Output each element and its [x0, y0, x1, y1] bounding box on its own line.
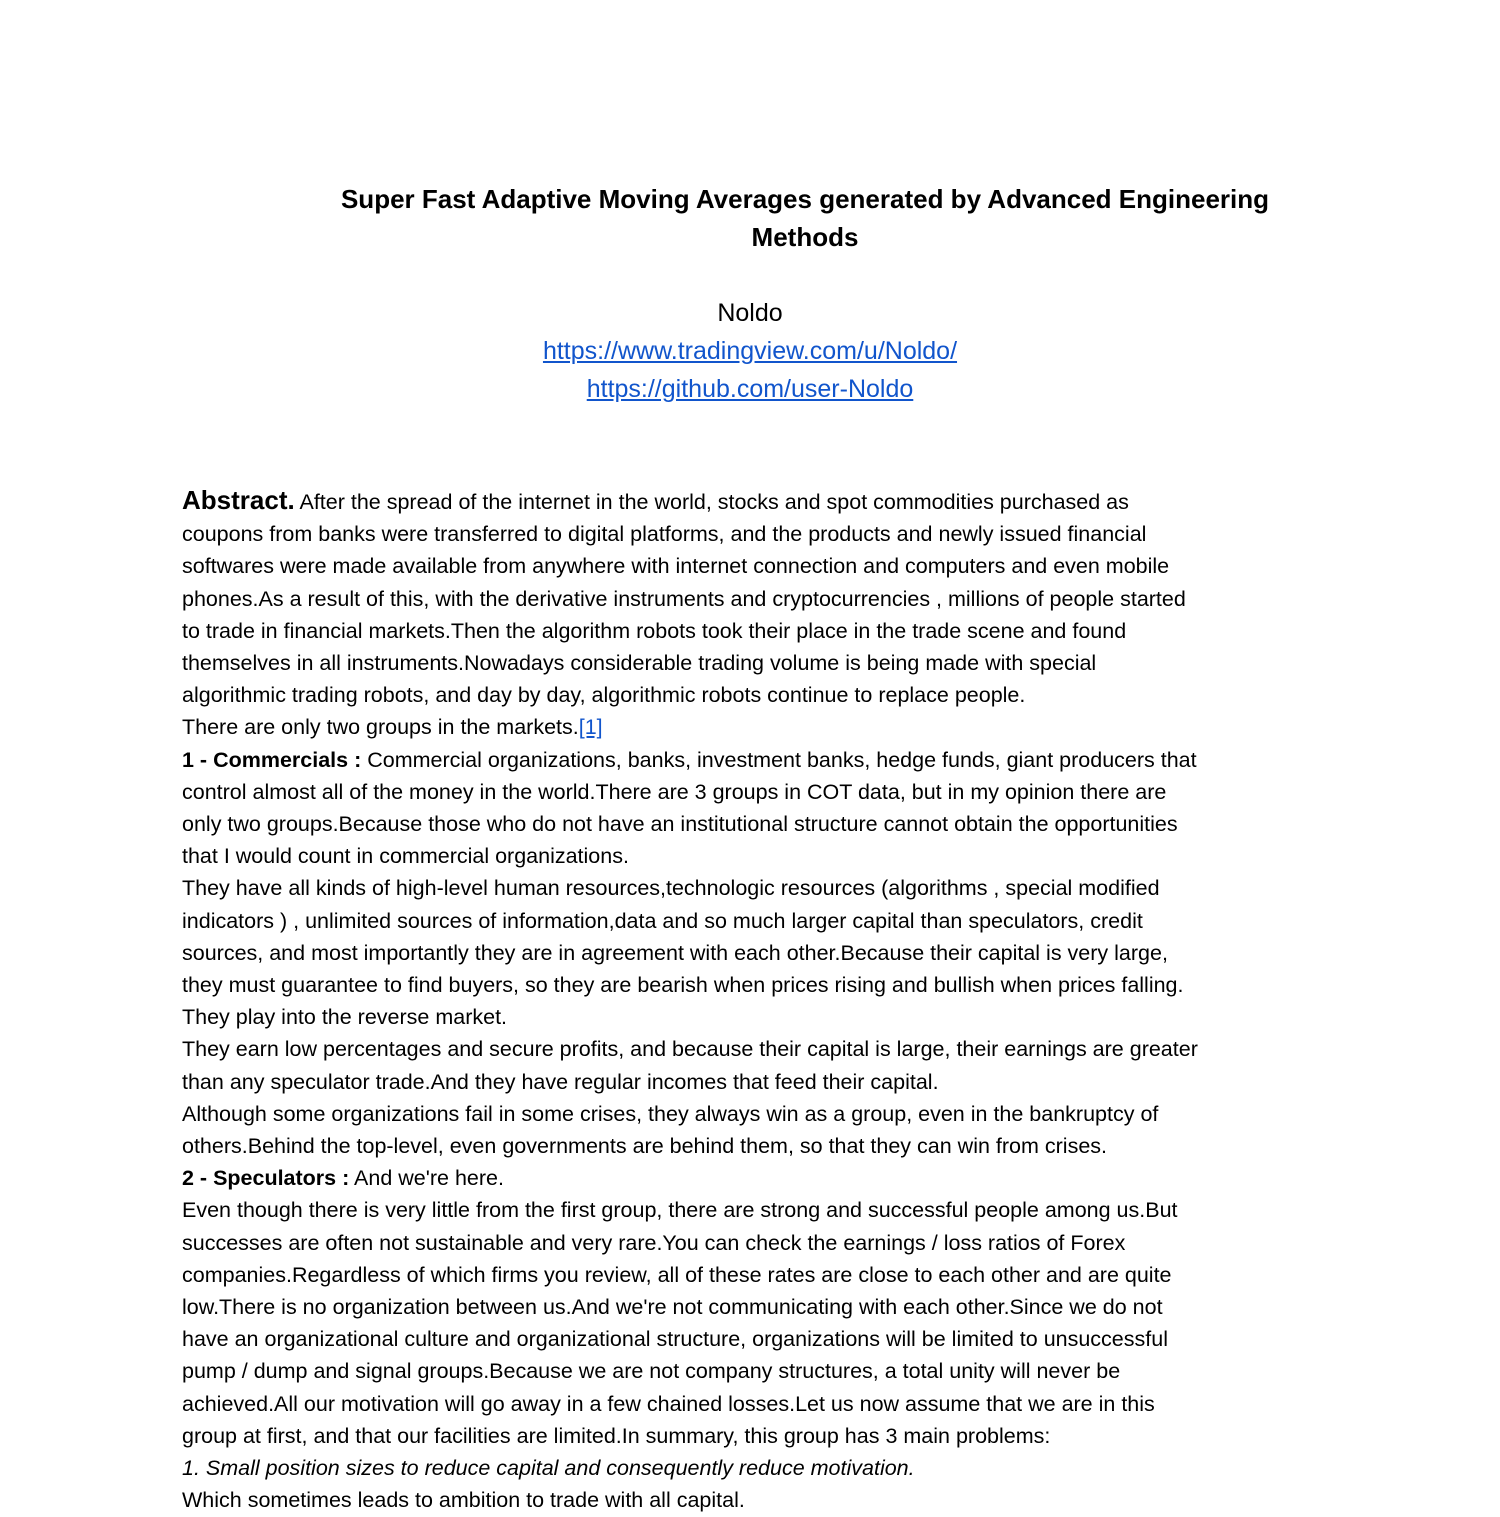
commercials-line: They have all kinds of high-level human resources,technologic resources (algorithms , special modified — [182, 876, 1160, 901]
commercials-line: control almost all of the money in the world.There are 3 groups in COT data, but in my opinion there are — [182, 779, 1167, 804]
commercials-label: 1 - Commercials : — [182, 747, 362, 772]
abstract-line: softwares were made available from anywhere with internet connection and computers and even mobile — [182, 554, 1170, 579]
commercials-line: indicators ) , unlimited sources of information,data and so much larger capital than speculators, credit — [182, 908, 1143, 933]
commercials-line: Although some organizations fail in some crises, they always win as a group, even in the bankruptcy of — [182, 1101, 1159, 1126]
abstract-line: coupons from banks were transferred to digital platforms, and the products and newly issued financial — [182, 522, 1147, 547]
problem-1-followup: Which sometimes leads to ambition to trade with all capital. — [182, 1488, 745, 1513]
title-line-1: Super Fast Adaptive Moving Averages generated by Advanced Engineering — [340, 184, 1270, 214]
commercials-line: They earn low percentages and secure profits, and because their capital is large, their earnings are greater — [182, 1037, 1198, 1062]
commercials-line: sources, and most importantly they are in agreement with each other.Because their capital is very large, — [182, 940, 1168, 965]
abstract-line: After the spread of the internet in the world, stocks and spot commodities purchased as — [294, 490, 1129, 514]
author-block — [400, 294, 1100, 408]
author-name: Noldo — [717, 299, 783, 327]
speculators-line: low.There is no organization between us.And we're not communicating with each other.Since we do not — [182, 1295, 1163, 1320]
speculators-line: successes are often not sustainable and very rare.You can check the earnings / loss ratios of Forex — [182, 1230, 1126, 1255]
commercials-line: than any speculator trade.And they have regular incomes that feed their capital. — [182, 1069, 939, 1094]
abstract-line: phones.As a result of this, with the derivative instruments and cryptocurrencies , millions of people started — [182, 586, 1186, 611]
speculators-line: companies.Regardless of which firms you review, all of these rates are close to each other and are quite — [182, 1262, 1172, 1287]
abstract-line: to trade in financial markets.Then the algorithm robots took their place in the trade scene and found — [182, 618, 1127, 643]
citation-link[interactable]: [1] — [578, 715, 603, 740]
abstract-label: Abstract. — [182, 485, 295, 515]
paper-title — [300, 180, 1310, 256]
abstract-paragraph — [182, 484, 1322, 518]
abstract-line: algorithmic trading robots, and day by day, algorithmic robots continue to replace people. — [182, 683, 1026, 708]
tradingview-link[interactable]: https://www.tradingview.com/u/Noldo/ — [542, 337, 958, 365]
speculators-line: achieved.All our motivation will go away in a few chained losses.Let us now assume that we are in this — [182, 1391, 1155, 1416]
speculators-line: Even though there is very little from the first group, there are strong and successful people among us.But — [182, 1198, 1178, 1223]
speculators-line: pump / dump and signal groups.Because we are not company structures, a total unity will never be — [182, 1359, 1121, 1384]
groups-intro-text: There are only two groups in the markets. — [182, 715, 579, 740]
commercials-heading-line — [182, 744, 1322, 776]
speculators-heading-line — [182, 1162, 1322, 1194]
title-line-2: Methods — [751, 222, 859, 252]
speculators-first-line: And we're here. — [349, 1166, 504, 1191]
speculators-line: have an organizational culture and organizational structure, organizations will be limited to unsuccessful — [182, 1327, 1168, 1352]
commercials-line: they must guarantee to find buyers, so they are bearish when prices rising and bullish when prices falling. — [182, 973, 1184, 998]
abstract-line: themselves in all instruments.Nowadays considerable trading volume is being made with special — [182, 651, 1097, 676]
body-text — [182, 484, 1322, 1517]
commercials-line: They play into the reverse market. — [182, 1005, 508, 1030]
commercials-line: Commercial organizations, banks, investment banks, hedge funds, giant producers that — [361, 747, 1197, 772]
github-link[interactable]: https://github.com/user-Noldo — [586, 375, 914, 403]
problem-1: 1. Small position sizes to reduce capital and consequently reduce motivation. — [182, 1456, 915, 1481]
commercials-line: others.Behind the top-level, even governments are behind them, so that they can win from crises. — [182, 1134, 1107, 1159]
commercials-line: that I would count in commercial organizations. — [182, 844, 629, 869]
speculators-line: group at first, and that our facilities are limited.In summary, this group has 3 main problems: — [182, 1423, 1051, 1448]
groups-intro — [182, 711, 1322, 743]
commercials-line: only two groups.Because those who do not have an institutional structure cannot obtain the opportunities — [182, 812, 1178, 837]
speculators-label: 2 - Speculators : — [182, 1166, 350, 1191]
